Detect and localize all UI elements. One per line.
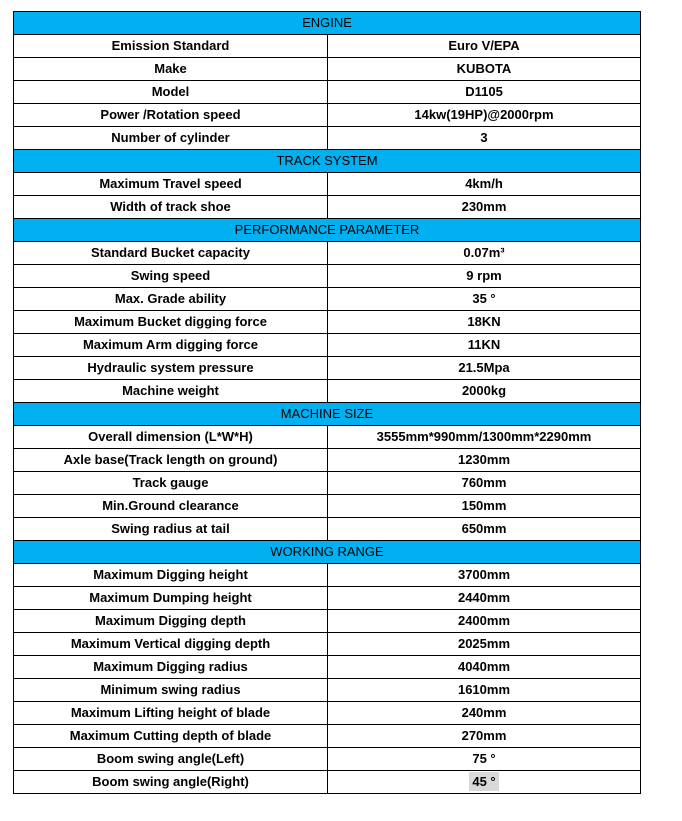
section-title: PERFORMANCE PARAMETER: [14, 219, 641, 242]
section-title: WORKING RANGE: [14, 541, 641, 564]
spec-row: [14, 104, 641, 127]
spec-label: Boom swing angle(Right): [14, 771, 328, 794]
spec-row: [14, 127, 641, 150]
spec-row: [14, 311, 641, 334]
spec-row: [14, 472, 641, 495]
spec-value: 2025mm: [328, 633, 641, 656]
spec-row: [14, 265, 641, 288]
spec-label: Swing speed: [14, 265, 328, 288]
spec-label: Emission Standard: [14, 35, 328, 58]
spec-row: [14, 656, 641, 679]
spec-row: [14, 771, 641, 794]
spec-row: [14, 725, 641, 748]
spec-value: 18KN: [328, 311, 641, 334]
section-header-machine-size: [14, 403, 641, 426]
spec-value-highlighted: 45 °: [469, 772, 498, 791]
spec-label: Maximum Lifting height of blade: [14, 702, 328, 725]
spec-label: Track gauge: [14, 472, 328, 495]
spec-value: 760mm: [328, 472, 641, 495]
spec-value: 1610mm: [328, 679, 641, 702]
spec-label: Width of track shoe: [14, 196, 328, 219]
spec-label: Maximum Digging depth: [14, 610, 328, 633]
spec-row: [14, 633, 641, 656]
spec-row: [14, 679, 641, 702]
spec-row: [14, 58, 641, 81]
spec-row: [14, 81, 641, 104]
spec-label: Model: [14, 81, 328, 104]
spec-label: Maximum Travel speed: [14, 173, 328, 196]
spec-row: [14, 357, 641, 380]
spec-value: 2000kg: [328, 380, 641, 403]
spec-value-cell: [328, 771, 641, 794]
spec-label: Overall dimension (L*W*H): [14, 426, 328, 449]
spec-label: Max. Grade ability: [14, 288, 328, 311]
spec-value: 230mm: [328, 196, 641, 219]
spec-value: 3: [328, 127, 641, 150]
spec-value: Euro V/EPA: [328, 35, 641, 58]
spec-row: [14, 426, 641, 449]
section-title: MACHINE SIZE: [14, 403, 641, 426]
spec-value: 270mm: [328, 725, 641, 748]
spec-label: Maximum Vertical digging depth: [14, 633, 328, 656]
spec-row: [14, 242, 641, 265]
spec-label: Maximum Cutting depth of blade: [14, 725, 328, 748]
spec-label: Min.Ground clearance: [14, 495, 328, 518]
spec-row: [14, 564, 641, 587]
spec-row: [14, 587, 641, 610]
section-header-track-system: [14, 150, 641, 173]
spec-value: 150mm: [328, 495, 641, 518]
spec-value: KUBOTA: [328, 58, 641, 81]
spec-row: [14, 495, 641, 518]
spec-row: [14, 288, 641, 311]
spec-value: 2440mm: [328, 587, 641, 610]
spec-value: D1105: [328, 81, 641, 104]
spec-label: Standard Bucket capacity: [14, 242, 328, 265]
section-header-working-range: [14, 541, 641, 564]
spec-row: [14, 334, 641, 357]
spec-row: [14, 35, 641, 58]
spec-label: Maximum Digging height: [14, 564, 328, 587]
spec-value: 21.5Mpa: [328, 357, 641, 380]
spec-label: Swing radius at tail: [14, 518, 328, 541]
spec-label: Power /Rotation speed: [14, 104, 328, 127]
spec-label: Boom swing angle(Left): [14, 748, 328, 771]
spec-value: 35 °: [328, 288, 641, 311]
spec-value: 4km/h: [328, 173, 641, 196]
spec-row: [14, 449, 641, 472]
spec-label: Maximum Digging radius: [14, 656, 328, 679]
section-title: TRACK SYSTEM: [14, 150, 641, 173]
spec-value: 4040mm: [328, 656, 641, 679]
spec-row: [14, 380, 641, 403]
section-title: ENGINE: [14, 12, 641, 35]
spec-label: Maximum Dumping height: [14, 587, 328, 610]
spec-label: Machine weight: [14, 380, 328, 403]
spec-row: [14, 702, 641, 725]
spec-value: 14kw(19HP)@2000rpm: [328, 104, 641, 127]
spec-label: Minimum swing radius: [14, 679, 328, 702]
spec-value: 1230mm: [328, 449, 641, 472]
spec-value: 3555mm*990mm/1300mm*2290mm: [328, 426, 641, 449]
spec-row: [14, 518, 641, 541]
spec-row: [14, 173, 641, 196]
spec-value: 0.07m³: [328, 242, 641, 265]
section-header-engine: [14, 12, 641, 35]
spec-row: [14, 196, 641, 219]
spec-value: 11KN: [328, 334, 641, 357]
spec-value: 75 °: [328, 748, 641, 771]
spec-row: [14, 748, 641, 771]
spec-label: Number of cylinder: [14, 127, 328, 150]
spec-table-body: [14, 12, 641, 794]
spec-label: Axle base(Track length on ground): [14, 449, 328, 472]
spec-value: 9 rpm: [328, 265, 641, 288]
spec-row: [14, 610, 641, 633]
spec-label: Maximum Arm digging force: [14, 334, 328, 357]
spec-value: 650mm: [328, 518, 641, 541]
spec-table: [13, 11, 641, 794]
section-header-performance-parameter: [14, 219, 641, 242]
spec-label: Hydraulic system pressure: [14, 357, 328, 380]
spec-value: 240mm: [328, 702, 641, 725]
spec-label: Maximum Bucket digging force: [14, 311, 328, 334]
spec-label: Make: [14, 58, 328, 81]
spec-value: 2400mm: [328, 610, 641, 633]
spec-value: 3700mm: [328, 564, 641, 587]
